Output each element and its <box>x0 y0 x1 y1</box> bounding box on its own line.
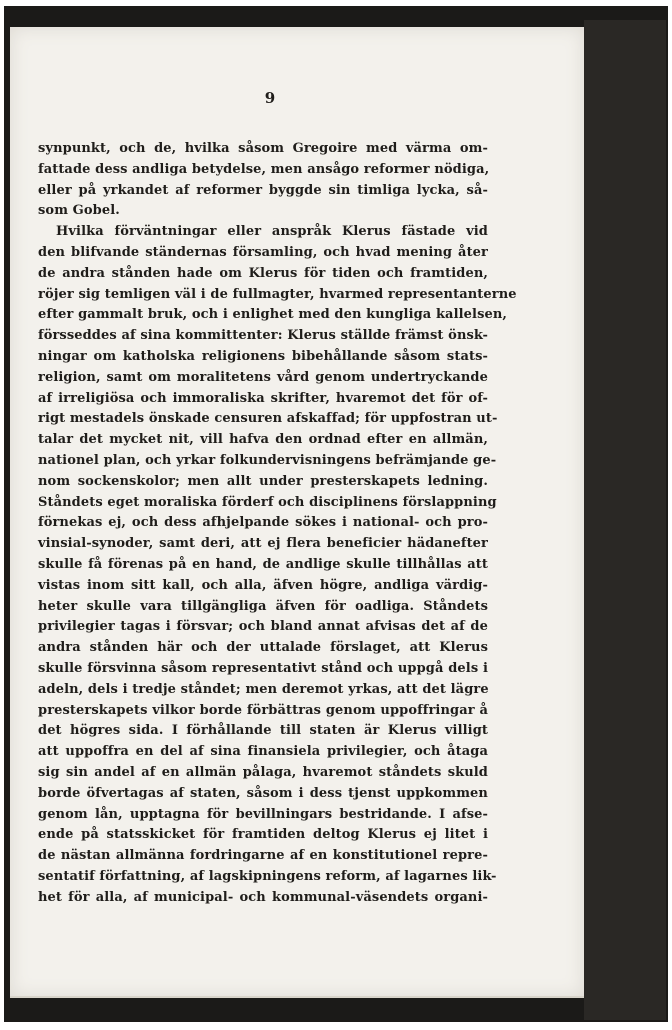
text-line: Ståndets eget moraliska förderf och disciplinens förslappning <box>38 494 497 510</box>
text-line: af irreligiösa och immoraliska skrifter, hvaremot det för of- <box>38 390 488 406</box>
text-line: sentatif författning, af lagskipningens reform, af lagarnes lik- <box>38 868 497 884</box>
text-line: synpunkt, och de, hvilka såsom Gregoire med värma om- <box>38 141 488 156</box>
page-number: 9 <box>264 89 276 107</box>
text-line: ende på statsskicket för framtiden deltog Klerus ej litet i <box>38 827 488 843</box>
text-line: talar det mycket nit, vill hafva den ordnad efter en allmän, <box>38 432 488 448</box>
text-line: efter gammalt bruk, och i enlighet med den kungliga kallelsen, <box>38 307 508 323</box>
text-line: ningar om katholska religionens bibehållande såsom stats- <box>38 348 488 364</box>
text-line: de nästan allmänna fordringarne af en konstitutionel repre- <box>38 848 488 864</box>
text-line: rigt mestadels önskade censuren afskaffad; för uppfostran ut- <box>38 411 498 427</box>
body-text <box>38 139 517 908</box>
text-line: eller på yrkandet af reformer byggde sin timliga lycka, så- <box>38 182 488 198</box>
text-line: nom sockenskolor; men allt under presterskapets ledning. <box>38 473 488 489</box>
page-edge <box>10 996 584 998</box>
text-line: de andra stånden hade om Klerus för tiden och framtiden, <box>38 265 488 281</box>
text-line: andra stånden här och der uttalade förslaget, att Klerus <box>38 640 488 656</box>
text-line: som Gobel. <box>38 203 120 219</box>
text-line: borde öfvertagas af staten, såsom i dess tjenst uppkommen <box>38 785 488 801</box>
text-line: privilegier tagas i försvar; och bland annat afvisas det af de <box>38 619 488 635</box>
text-line: att uppoffra en del af sina finansiela privilegier, och åtaga <box>38 744 488 760</box>
text-line: het för alla, af municipal- och kommunal-väsendets organi- <box>38 889 488 905</box>
text-line: vinsial-synoder, samt deri, att ej flera beneficier hädanefter <box>38 536 488 552</box>
text-line: religion, samt om moralitetens vård genom undertryckande <box>38 369 488 385</box>
text-line: försseddes af sina kommittenter: Klerus ställde främst önsk- <box>38 328 488 344</box>
text-line: presterskapets vilkor borde förbättras genom uppoffringar å <box>38 702 488 718</box>
text-line: nationel plan, och yrkar folkundervisningens befrämjande ge- <box>38 452 497 468</box>
text-line: fattade dess andliga betydelse, men ansågo reformer nödiga, <box>38 161 490 177</box>
text-line: sig sin andel af en allmän pålaga, hvaremot ståndets skuld <box>38 764 488 780</box>
text-line: skulle få förenas på en hand, de andlige skulle tillhållas att <box>38 556 488 572</box>
text-line: skulle försvinna såsom representativt stånd och uppgå dels i <box>38 660 488 676</box>
text-line: vistas inom sitt kall, och alla, äfven högre, andliga värdig- <box>38 577 488 593</box>
text-line: genom lån, upptagna för bevillningars bestridande. I afse- <box>38 806 488 822</box>
text-line: Hvilka förväntningar eller anspråk Klerus fästade vid <box>56 224 488 240</box>
text-line: förnekas ej, och dess afhjelpande sökes i national- och pro- <box>38 515 488 531</box>
scan-shadow <box>584 20 666 1020</box>
text-line: heter skulle vara tillgängliga äfven för oadliga. Ståndets <box>38 598 488 614</box>
text-line: den blifvande ständernas församling, och hvad mening åter <box>38 244 488 260</box>
book-page <box>10 27 584 997</box>
text-line: adeln, dels i tredje ståndet; men deremot yrkas, att det lägre <box>38 681 489 697</box>
text-line: det högres sida. I förhållande till staten är Klerus villigt <box>38 723 488 739</box>
text-line: röjer sig temligen väl i de fullmagter, hvarmed representanterne <box>38 286 517 302</box>
